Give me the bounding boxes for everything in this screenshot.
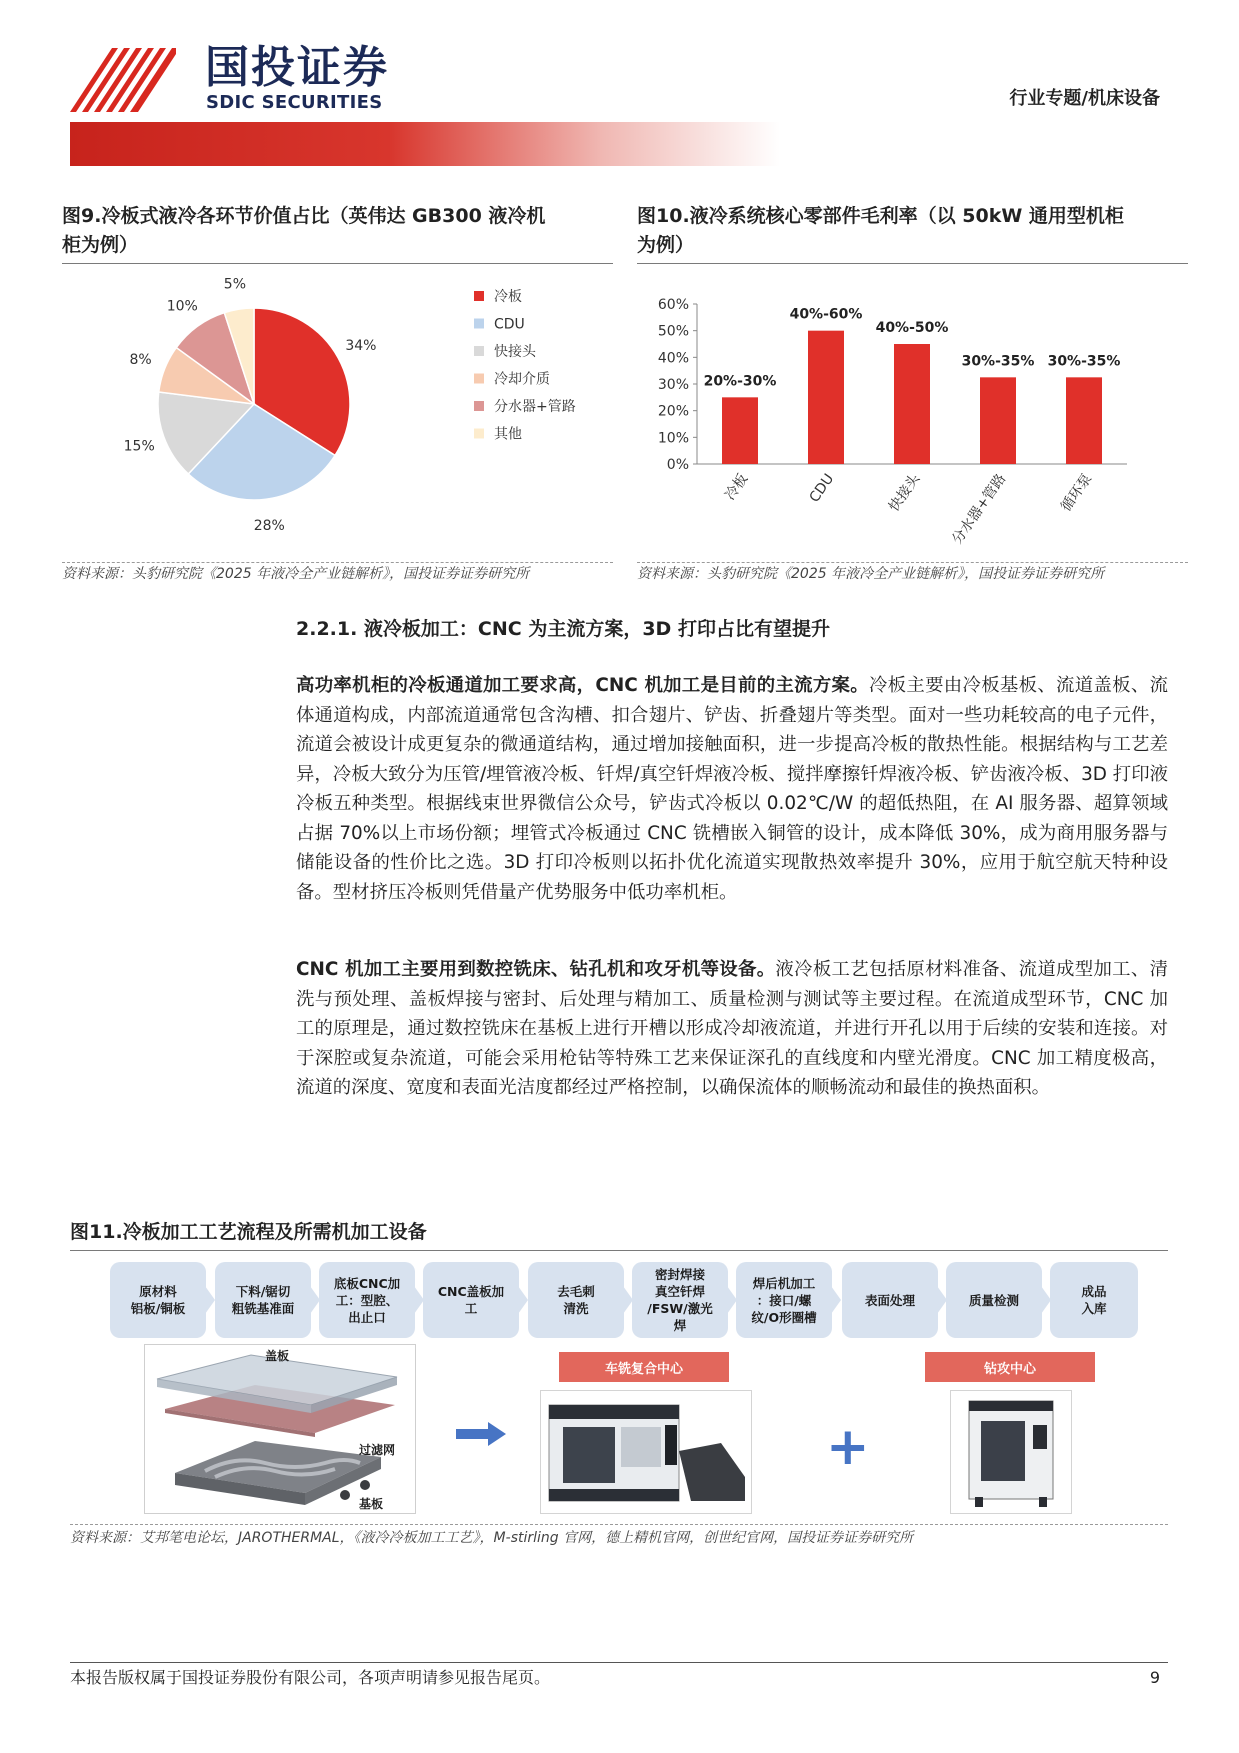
legend-label: 快接头 xyxy=(494,344,536,360)
pie-value-label: 8% xyxy=(129,352,152,369)
fig9-source: 资料来源：头豹研究院《2025 年液冷全产业链解析》，国投证券证券研究所 xyxy=(62,566,530,582)
fig11-title: 图11.冷板加工工艺流程及所需机加工设备 xyxy=(70,1221,427,1243)
fig10-rule xyxy=(637,263,1188,264)
process-step xyxy=(215,1262,311,1338)
header-banner xyxy=(70,122,780,166)
label-base: 基板 xyxy=(359,1497,384,1511)
drill-tap-machine-icon xyxy=(951,1391,1071,1513)
y-tick-label: 60% xyxy=(657,297,689,313)
process-step-label xyxy=(647,1266,712,1334)
process-step-label xyxy=(334,1275,400,1326)
fig9-title xyxy=(62,202,622,260)
legend-label: 冷板 xyxy=(494,289,522,305)
process-step-line: 清洗 xyxy=(563,1301,589,1316)
pie-value-label: 10% xyxy=(166,298,198,315)
fig10-source-rule xyxy=(637,562,1188,564)
legend-swatch xyxy=(474,319,484,329)
bar-data-label: 40%-50% xyxy=(875,320,949,336)
process-step xyxy=(946,1262,1042,1338)
legend-label: 冷却介质 xyxy=(494,371,550,388)
paragraph-1-body: 冷板主要由冷板基板、流道盖板、流体通道构成，内部流道通常包含沟槽、扣合翅片、铲齿、折叠翅片等类型。面对一些功耗较高的电子元件，流道会被设计成更复杂的微通道结构，通过增加接触面积，进一步提高冷板的散热性能。根据结构与工艺差异，冷板大致分为压管/埋管液冷板、钎焊/真空钎焊液冷板、搅拌摩擦钎焊液冷板、铲齿液冷板、3D 打印液冷板五种类型。根据线束世界微信公众号，铲齿式冷板以 0.02℃/W 的超低热阻，在 AI 服务器、超算领域占据 70%以上市场份额；埋管式冷板通过 CNC 铣槽嵌入铜管的设计，成本降低 30%，成为商用服务器与储能设备的性价比之选。3D 打印冷板则以拓扑优化流道实现散热效率提升 30%，应用于航空航天特种设备。型材挤压冷板则凭借量产优势服务中低功率机柜。 xyxy=(296,675,1168,903)
process-step xyxy=(632,1262,728,1338)
legend-swatch xyxy=(474,374,484,384)
process-step-line: 粗铣基准面 xyxy=(231,1301,295,1316)
paragraph-1-lead: 高功率机柜的冷板通道加工要求高，CNC 机加工是目前的主流方案。 xyxy=(296,675,869,696)
y-tick-label: 30% xyxy=(657,377,689,393)
process-step-line: 表面处理 xyxy=(864,1292,915,1308)
fig11-source: 资料来源：艾邦笔电论坛，JAROTHERMAL，《液冷冷板加工工艺》，M-stirling 官网，德上精机官网，创世纪官网，国投证券证券研究所 xyxy=(70,1530,914,1546)
x-category-label: 循环泵 xyxy=(1058,471,1096,515)
process-step-line: 铝板/铜板 xyxy=(130,1301,186,1316)
process-step-label xyxy=(232,1283,295,1317)
label-cover: 盖板 xyxy=(265,1349,290,1363)
process-step-line: 入库 xyxy=(1081,1301,1107,1316)
process-step-line: 原材料 xyxy=(139,1284,177,1299)
paragraph-2-body: 液冷板工艺包括原材料准备、流道成型加工、清洗与预处理、盖板焊接与密封、后处理与精加工、质量检测与测试等主要过程。在流道成型环节，CNC 加工的原理是，通过数控铣床在基板上进行开槽以形成冷却液流道，并进行开孔以用于后续的安装和连接。对于深腔或复杂流道，可能会采用枪钻等特殊工艺来保证深孔的直线度和内壁光滑度。CNC 加工精度极高，流道的深度、宽度和表面光洁度都经过严格控制，以确保流体的顺畅流动和最佳的换热面积。 xyxy=(296,959,1168,1098)
page-number: 9 xyxy=(1149,1668,1160,1687)
legend-swatch xyxy=(474,346,484,356)
process-step-line: 质量检测 xyxy=(968,1292,1019,1308)
process-step-label xyxy=(1081,1283,1106,1317)
process-step-label xyxy=(438,1283,504,1317)
process-step-line: 密封焊接 xyxy=(654,1267,705,1282)
fig9-title-line1: 图9.冷板式液冷各环节价值占比（英伟达 GB300 液冷机 xyxy=(62,205,546,227)
process-step-line: 底板CNC加 xyxy=(333,1275,401,1291)
y-tick-label: 0% xyxy=(666,457,689,473)
process-chevron-icon xyxy=(518,1286,528,1314)
process-step-label xyxy=(557,1283,595,1317)
process-step xyxy=(528,1262,624,1338)
bar xyxy=(722,397,758,464)
label-drill-tap-center: 钻攻中心 xyxy=(925,1352,1095,1382)
right-arrow-icon xyxy=(456,1422,506,1446)
y-tick-label: 50% xyxy=(657,323,689,340)
legend-label: CDU xyxy=(494,316,525,333)
logo-text-cn: 国投证券 xyxy=(205,42,389,93)
turn-mill-machine-image xyxy=(540,1390,752,1514)
drill-tap-machine-image xyxy=(950,1390,1072,1514)
logo-text-en: SDIC SECURITIES xyxy=(206,92,383,113)
y-tick-label: 10% xyxy=(657,430,689,447)
process-step xyxy=(1050,1262,1138,1338)
pie-value-label: 34% xyxy=(345,338,377,355)
report-category: 行业专题/机床设备 xyxy=(1009,88,1160,109)
fig11-source-rule xyxy=(70,1524,1168,1526)
x-category-label: 分水器+管路 xyxy=(949,471,1010,548)
bar xyxy=(894,344,930,464)
legend-swatch xyxy=(474,429,484,439)
fig10-title xyxy=(637,202,1197,260)
bar xyxy=(1066,377,1102,464)
process-step-line: 焊 xyxy=(673,1318,687,1333)
turn-mill-machine-icon xyxy=(541,1391,751,1513)
legend-swatch xyxy=(474,401,484,411)
process-step xyxy=(423,1262,519,1338)
process-step xyxy=(842,1262,938,1338)
process-step-label xyxy=(969,1292,1019,1309)
process-step-label xyxy=(865,1292,915,1309)
process-step-line: CNC盖板加 xyxy=(437,1284,505,1299)
fig9-source-rule xyxy=(62,562,613,564)
fig9-pie-chart xyxy=(62,270,613,560)
cold-plate-icon xyxy=(145,1345,415,1513)
fig10-bar-chart xyxy=(637,270,1188,560)
process-chevron-icon xyxy=(831,1286,841,1314)
process-step-line: 下料/锯切 xyxy=(235,1284,291,1299)
process-step-label xyxy=(131,1283,186,1317)
cold-plate-illustration xyxy=(144,1344,416,1514)
plus-icon: + xyxy=(826,1417,870,1477)
process-step xyxy=(319,1262,415,1338)
process-step xyxy=(110,1262,206,1338)
fig10-source: 资料来源：头豹研究院《2025 年液冷全产业链解析》，国投证券证券研究所 xyxy=(637,566,1105,582)
y-tick-label: 20% xyxy=(657,403,689,420)
x-category-label: 快接头 xyxy=(886,471,924,515)
bar xyxy=(980,377,1016,464)
process-step-line: 工 xyxy=(464,1301,478,1316)
footer-rule xyxy=(70,1662,1168,1663)
legend-label: 分水器+管路 xyxy=(494,399,576,415)
bar-data-label: 30%-35% xyxy=(961,353,1035,370)
bar xyxy=(808,331,844,464)
process-step-line: ：接口/螺 xyxy=(756,1292,812,1308)
x-category-label: 冷板 xyxy=(722,471,752,504)
process-chevron-icon xyxy=(205,1286,215,1314)
fig9-rule xyxy=(62,263,613,264)
bar-data-label: 40%-60% xyxy=(789,306,863,323)
label-filter: 过滤网 xyxy=(359,1443,396,1457)
bar-data-label: 30%-35% xyxy=(1047,353,1121,370)
pie-value-label: 5% xyxy=(223,276,247,293)
y-tick-label: 40% xyxy=(657,350,689,367)
process-step-line: 焊后机加工 xyxy=(752,1275,816,1291)
process-step xyxy=(736,1262,832,1338)
fig10-title-line1: 图10.液冷系统核心零部件毛利率（以 50kW 通用型机柜 xyxy=(637,205,1124,227)
process-step-line: 成品 xyxy=(1081,1284,1107,1299)
label-turn-mill-center: 车铣复合中心 xyxy=(559,1352,729,1382)
legend-swatch xyxy=(474,291,484,301)
fig10-title-line2: 为例） xyxy=(637,234,695,256)
process-step-line: /FSW/激光 xyxy=(647,1301,713,1316)
paragraph-2 xyxy=(296,955,1168,1103)
bar-data-label: 20%-30% xyxy=(703,373,777,390)
footer-disclaimer: 本报告版权属于国投证券股份有限公司，各项声明请参见报告尾页。 xyxy=(70,1668,551,1687)
x-category-label: CDU xyxy=(806,471,838,506)
pie-value-label: 15% xyxy=(123,438,155,455)
fig9-title-line2: 柜为例） xyxy=(62,234,139,256)
fig11-rule xyxy=(70,1250,1168,1251)
process-step-line: 纹/O形圈槽 xyxy=(751,1309,817,1325)
section-heading: 2.2.1. 液冷板加工：CNC 为主流方案，3D 打印占比有望提升 xyxy=(296,618,830,640)
paragraph-1 xyxy=(296,671,1168,907)
process-step-line: 出止口 xyxy=(348,1309,386,1325)
process-step-line: 真空钎焊 xyxy=(654,1284,705,1299)
process-step-line: 工：型腔、 xyxy=(335,1292,399,1308)
process-step-line: 去毛刺 xyxy=(557,1284,595,1299)
paragraph-2-lead: CNC 机加工主要用到数控铣床、钻孔机和攻牙机等设备。 xyxy=(296,959,776,980)
legend-label: 其他 xyxy=(494,426,522,443)
logo-mark-icon xyxy=(66,42,176,114)
pie-value-label: 28% xyxy=(253,518,285,535)
process-step-label xyxy=(751,1275,816,1326)
